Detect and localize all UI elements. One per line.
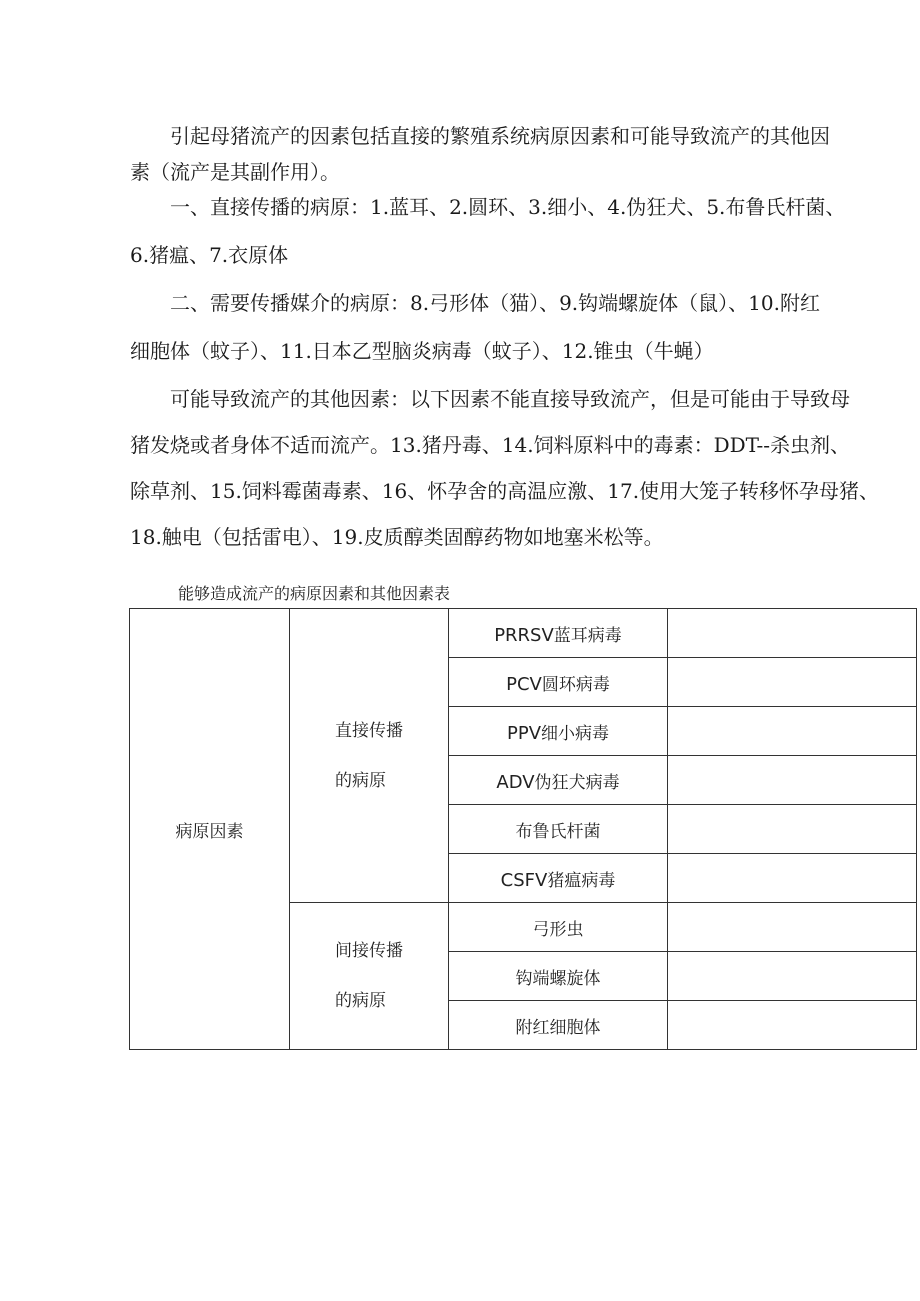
text-line: 一、直接传播的病原：1.蓝耳、2.圆环、3.细小、4.伪狂犬、5.布鲁氏杆菌、 bbox=[130, 195, 846, 219]
pathogen-cell bbox=[449, 1001, 668, 1050]
pathogen-cell bbox=[449, 952, 668, 1001]
pathogen-cell bbox=[449, 707, 668, 756]
empty-cell bbox=[668, 903, 917, 952]
empty-cell bbox=[668, 805, 917, 854]
pathogen-cell bbox=[449, 903, 668, 952]
text-line: 18.触电（包括雷电）、19.皮质醇类固醇药物如地塞米松等。 bbox=[130, 525, 664, 549]
group-label-line: 的病原 bbox=[335, 991, 386, 1011]
indirect-group-cell bbox=[290, 903, 449, 1050]
paragraph-indirect-pathogens bbox=[130, 285, 915, 369]
empty-cell bbox=[668, 854, 917, 903]
pathogen-name: 伪狂犬病毒 bbox=[534, 772, 620, 793]
pathogen-code: PCV bbox=[506, 673, 542, 695]
pathogen-name: 猪瘟病毒 bbox=[547, 870, 616, 891]
empty-cell bbox=[668, 1001, 917, 1050]
text-line: 细胞体（蚊子）、11.日本乙型脑炎病毒（蚊子）、12.锥虫（牛蝇） bbox=[130, 339, 714, 363]
pathogen-cell bbox=[449, 854, 668, 903]
pathogen-name: 钩端螺旋体 bbox=[515, 968, 601, 989]
text-line: 素（流产是其副作用）。 bbox=[130, 160, 340, 184]
empty-cell bbox=[668, 952, 917, 1001]
pathogen-code: PPV bbox=[506, 722, 542, 744]
pathogen-table bbox=[129, 608, 917, 1050]
empty-cell bbox=[668, 609, 917, 658]
category-cell bbox=[130, 609, 290, 1050]
pathogen-cell bbox=[449, 805, 668, 854]
pathogen-code: CSFV bbox=[500, 869, 548, 891]
table-row bbox=[130, 609, 917, 658]
category-label: 病原因素 bbox=[175, 821, 244, 842]
text-line: 猪发烧或者身体不适而流产。13.猪丹毒、14.饲料原料中的毒素：DDT--杀虫剂、 bbox=[130, 433, 850, 457]
pathogen-cell bbox=[449, 609, 668, 658]
table-caption: 能够造成流产的病原因素和其他因素表 bbox=[178, 584, 451, 603]
pathogen-name: 圆环病毒 bbox=[541, 674, 610, 695]
pathogen-name: 附红细胞体 bbox=[515, 1017, 601, 1038]
text-line: 除草剂、15.饲料霉菌毒素、16、怀孕舍的高温应激、17.使用大笼子转移怀孕母猪、 bbox=[130, 479, 880, 503]
group-label-line: 直接传播 bbox=[335, 720, 403, 741]
text-line: 6.猪瘟、7.衣原体 bbox=[130, 243, 289, 267]
paragraph-direct-pathogens bbox=[130, 189, 915, 273]
group-label-line: 的病原 bbox=[335, 770, 386, 791]
pathogen-name: 弓形虫 bbox=[532, 919, 584, 940]
pathogen-code: PRRSV bbox=[494, 624, 554, 646]
pathogen-cell bbox=[449, 756, 668, 805]
empty-cell bbox=[668, 707, 917, 756]
pathogen-name: 蓝耳病毒 bbox=[553, 625, 622, 646]
pathogen-name: 布鲁氏杆菌 bbox=[515, 821, 601, 842]
pathogen-code: ADV bbox=[496, 771, 535, 793]
text-line: 二、需要传播媒介的病原：8.弓形体（猫）、9.钩端螺旋体（鼠）、10.附红 bbox=[130, 291, 820, 315]
text-line: 引起母猪流产的因素包括直接的繁殖系统病原因素和可能导致流产的其他因 bbox=[130, 124, 830, 148]
paragraph-other-factors bbox=[130, 381, 915, 555]
empty-cell bbox=[668, 756, 917, 805]
paragraph-intro bbox=[130, 118, 915, 190]
direct-group-cell bbox=[290, 609, 449, 903]
pathogen-name: 细小病毒 bbox=[541, 723, 610, 744]
pathogen-cell bbox=[449, 658, 668, 707]
empty-cell bbox=[668, 658, 917, 707]
group-label-line: 间接传播 bbox=[335, 941, 403, 961]
text-line: 可能导致流产的其他因素：以下因素不能直接导致流产，但是可能由于导致母 bbox=[130, 387, 850, 411]
